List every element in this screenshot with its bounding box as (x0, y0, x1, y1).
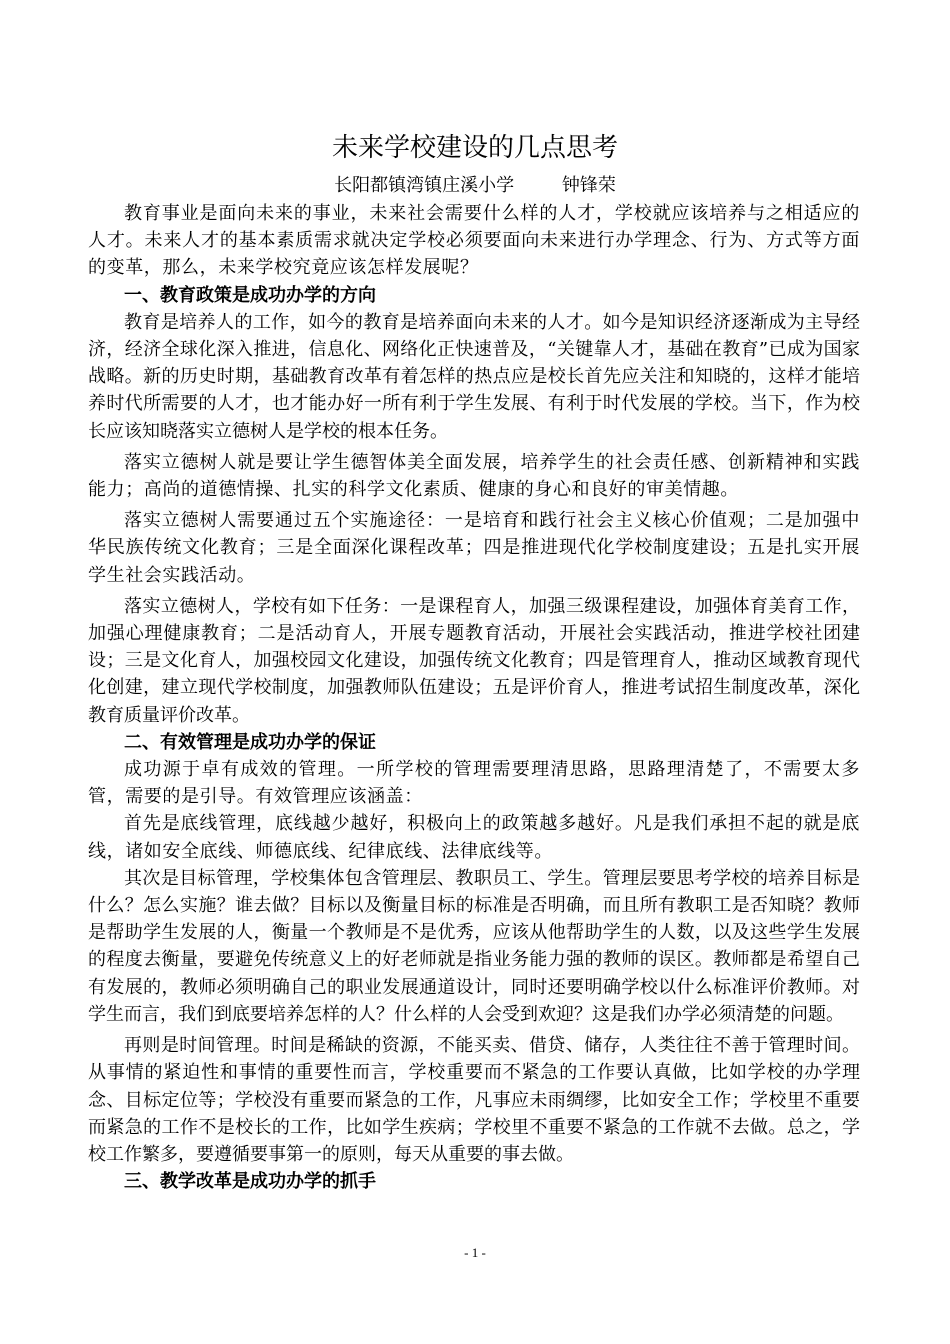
section-2-paragraph-4: 再则是时间管理。时间是稀缺的资源，不能买卖、借贷、储存，人类往往不善于管理时间。从事情的紧迫性和事情的重要性而言，学校重要而不紧急的工作要认真做，比如学校的办学理念、目标定位等；学校没有重要而紧急的工作，凡事应未雨绸缪，比如安全工作；学校里不重要而紧急的工作不是校长的工作，比如学生疾病；学校里不重要不紧急的工作就不去做。总之，学校工作繁多，要遵循要事第一的原则，每天从重要的事去做。 (88, 1035, 860, 1165)
document-title: 未来学校建设的几点思考 (331, 133, 618, 163)
byline-school: 长阳都镇湾镇庄溪小学 (334, 175, 515, 196)
byline (0, 171, 950, 201)
section-heading-2: 二、有效管理是成功办学的保证 (124, 731, 376, 753)
section-1-paragraph-4: 落实立德树人，学校有如下任务：一是课程育人，加强三级课程建设，加强体育美育工作，加强心理健康教育；二是活动育人，开展专题教育活动，开展社会实践活动，推进学校社团建设；三是文化育人，加强校园文化建设，加强传统文化教育；四是管理育人，推动区域教育现代化创建，建立现代学校制度，加强教师队伍建设；五是评价育人，推进考试招生制度改革，深化教育质量评价改革。 (88, 595, 860, 726)
intro-paragraph: 教育事业是面向未来的事业，未来社会需要什么样的人才，学校就应该培养与之相适应的人才。未来人才的基本素质需求就决定学校必须要面向未来进行办学理念、行为、方式等方面的变革，那么，未来学校究竟应该怎样发展呢？ (88, 203, 860, 279)
document-body (88, 200, 860, 1195)
section-2-paragraph-1: 成功源于卓有成效的管理。一所学校的管理需要理清思路，思路理清楚了，不需要太多管，需要的是引导。有效管理应该涵盖： (88, 759, 860, 808)
section-1-paragraph-3: 落实立德树人需要通过五个实施途径：一是培育和践行社会主义核心价值观；二是加强中华民族传统文化教育；三是全面深化课程改革；四是推进现代化学校制度建设；五是扎实开展学生社会实践活动。 (88, 510, 860, 586)
page-number: - 1 - (464, 1245, 486, 1260)
section-heading-1: 一、教育政策是成功办学的方向 (124, 284, 376, 306)
byline-author: 钟锋荣 (561, 175, 616, 196)
section-2-paragraph-2: 首先是底线管理，底线越少越好，积极向上的政策越多越好。凡是我们承担不起的就是底线，诸如安全底线、师德底线、纪律底线、法律底线等。 (88, 813, 860, 862)
section-2-paragraph-3: 其次是目标管理，学校集体包含管理层、教职员工、学生。管理层要思考学校的培养目标是什么？怎么实施？谁去做？目标以及衡量目标的标准是否明确，而且所有教职工是否知晓？教师是帮助学生发展的人，衡量一个教师是不是优秀，应该从他帮助学生的人数，以及这些学生发展的程度去衡量，要避免传统意义上的好老师就是指业务能力强的教师的误区。教师都是希望自己有发展的，教师必须明确自己的职业发展通道设计，同时还要明确学校以什么标准评价教师。对学生而言，我们到底要培养怎样的人？什么样的人会受到欢迎？这是我们办学必须清楚的问题。 (88, 867, 860, 1025)
section-heading-3: 三、教学改革是成功办学的抓手 (124, 1171, 376, 1193)
section-1-paragraph-2: 落实立德树人就是要让学生德智体美全面发展，培养学生的社会责任感、创新精神和实践能力；高尚的道德情操、扎实的科学文化素质、健康的身心和良好的审美情趣。 (88, 451, 860, 501)
section-1-paragraph-1: 教育是培养人的工作，如今的教育是培养面向未来的人才。如今是知识经济逐渐成为主导经济，经济全球化深入推进，信息化、网络化正快速普及，“关键靠人才，基础在教育”已成为国家战略。新的历史时期，基础教育改革有着怎样的热点应是校长首先应关注和知晓的，这样才能培养时代所需要的人才，也才能办好一所有利于学生发展、有利于时代发展的学校。当下，作为校长应该知晓落实立德树人是学校的根本任务。 (88, 311, 860, 442)
